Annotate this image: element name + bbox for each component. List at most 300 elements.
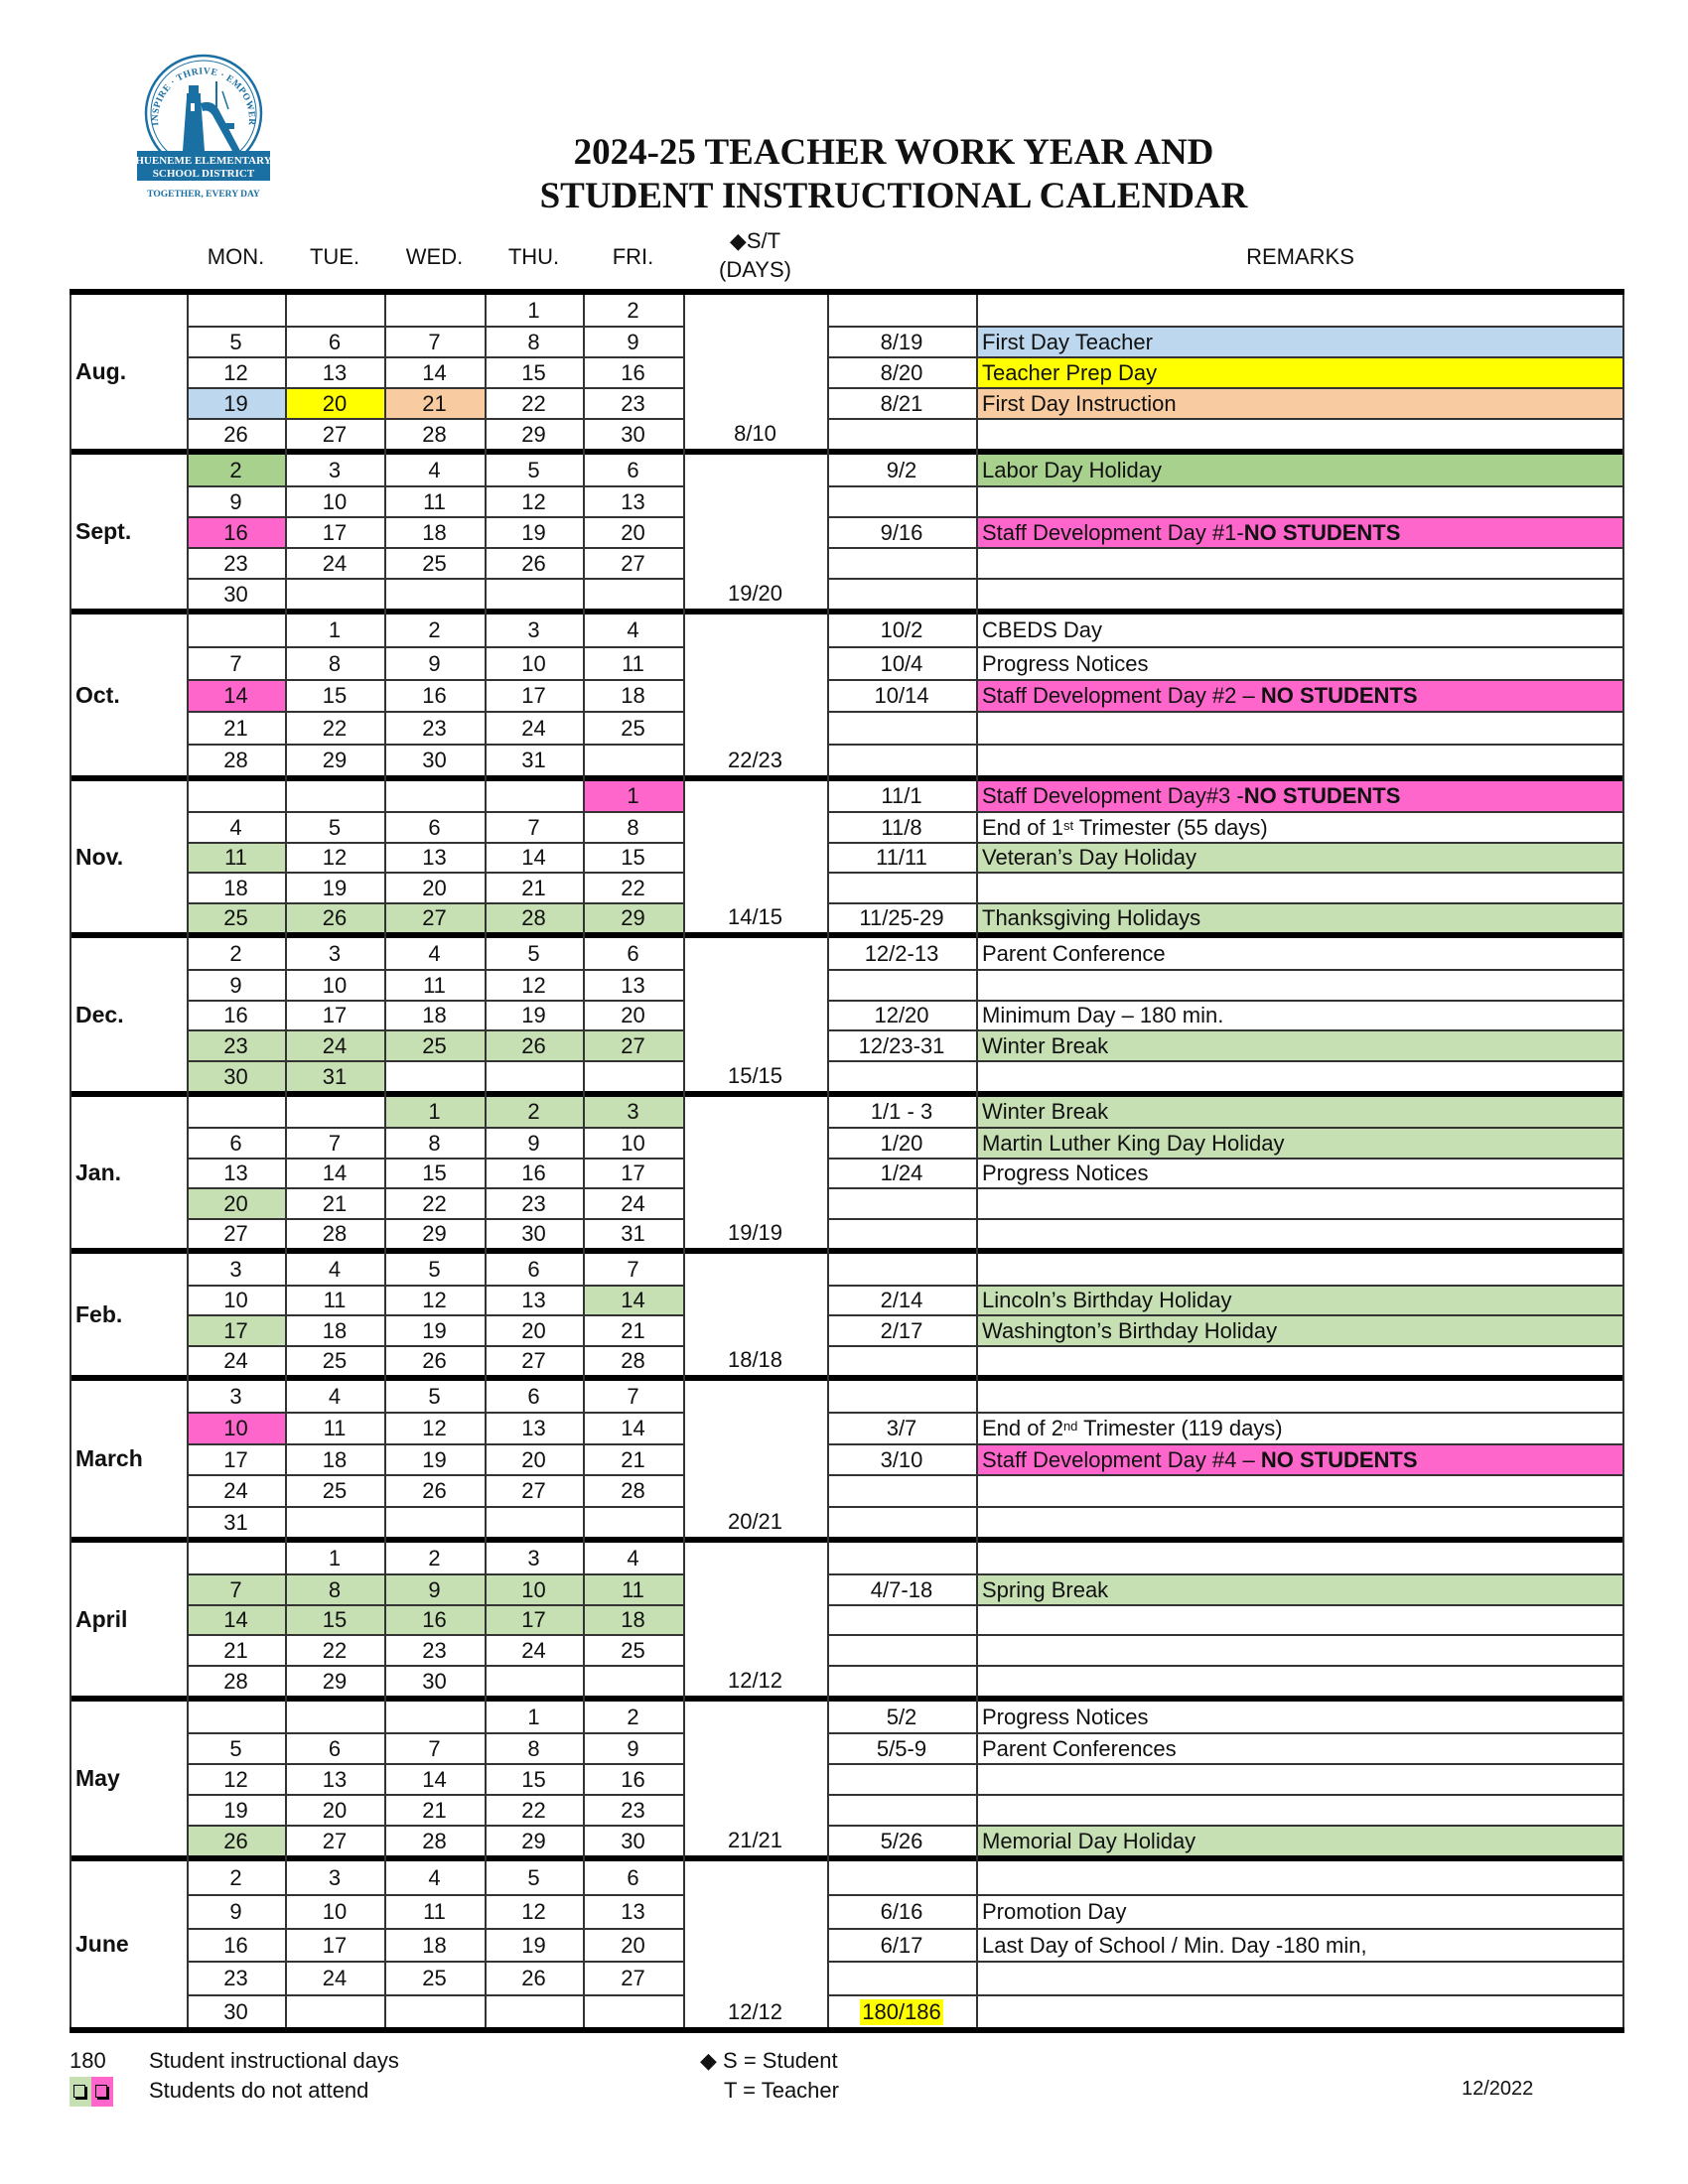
day-cell[interactable]: 14 <box>187 1604 285 1634</box>
day-cell[interactable] <box>384 781 485 811</box>
day-cell[interactable]: 14 <box>485 842 583 872</box>
remark-label: Veteran’s Day Holiday <box>982 845 1197 870</box>
day-cell[interactable]: 27 <box>583 547 683 578</box>
day-cell[interactable]: 4 <box>428 457 441 482</box>
day-cell[interactable]: 26 <box>187 418 285 449</box>
day-cell[interactable]: 12 <box>187 1763 285 1794</box>
day-cell[interactable] <box>583 1506 683 1537</box>
day-cell[interactable] <box>187 614 285 646</box>
day-cell[interactable]: 17 <box>187 1314 285 1345</box>
day-cell[interactable]: 3 <box>527 617 540 642</box>
day-cell[interactable]: 3 <box>527 1545 540 1570</box>
day-cell[interactable]: 31 <box>485 744 583 775</box>
day-cell[interactable]: 27 <box>384 902 485 932</box>
day-cell[interactable]: 4 <box>187 811 285 842</box>
day-cell[interactable]: 9 <box>187 1894 285 1928</box>
day-cell[interactable]: 31 <box>187 1506 285 1537</box>
day-cell[interactable]: 30 <box>583 418 683 449</box>
day-cell[interactable]: 13 <box>285 356 384 387</box>
remark-text <box>976 1506 1624 1537</box>
day-cell[interactable]: 22 <box>485 387 583 418</box>
day-cell[interactable]: 13 <box>485 1285 583 1314</box>
day-cell[interactable]: 10 <box>187 1285 285 1314</box>
day-cell[interactable]: 9 <box>187 485 285 516</box>
day-cell[interactable]: 24 <box>187 1474 285 1506</box>
day-cell[interactable]: 2 <box>187 455 285 485</box>
day-cell[interactable]: 6 <box>627 457 639 482</box>
day-cell[interactable] <box>187 1097 285 1127</box>
day-cell[interactable] <box>285 295 384 326</box>
day-cell[interactable]: 21 <box>187 1634 285 1665</box>
day-cell[interactable]: 25 <box>187 902 285 932</box>
col-header-tue: TUE. <box>309 244 360 269</box>
day-cell[interactable]: 17 <box>285 1000 384 1029</box>
day-cell[interactable]: 20 <box>485 1443 583 1474</box>
day-cell[interactable]: 7 <box>384 326 485 356</box>
day-cell[interactable]: 16 <box>485 1158 583 1187</box>
day-cell[interactable] <box>285 1097 384 1127</box>
day-cell[interactable]: 16 <box>187 1928 285 1961</box>
day-cell[interactable]: 19 <box>384 1314 485 1345</box>
day-cell[interactable]: 14 <box>583 1285 683 1314</box>
day-cell[interactable]: 9 <box>384 646 485 679</box>
day-cell[interactable]: 26 <box>384 1474 485 1506</box>
day-cell[interactable]: 2 <box>485 1097 583 1127</box>
day-cell[interactable]: 16 <box>187 1000 285 1029</box>
day-cell[interactable]: 17 <box>485 1604 583 1634</box>
day-cell[interactable]: 21 <box>485 872 583 902</box>
day-cell[interactable]: 24 <box>285 1029 384 1060</box>
day-cell[interactable]: 24 <box>285 547 384 578</box>
day-cell[interactable] <box>583 1060 683 1091</box>
day-cell[interactable]: 2 <box>428 617 441 642</box>
day-cell[interactable]: 5 <box>285 811 384 842</box>
day-cell[interactable]: 22 <box>384 1187 485 1218</box>
day-cell[interactable] <box>384 1060 485 1091</box>
day-cell[interactable]: 8 <box>485 1732 583 1763</box>
day-cell[interactable]: 11 <box>384 1894 485 1928</box>
day-cell[interactable]: 6 <box>527 1256 540 1282</box>
day-cell[interactable]: 23 <box>187 547 285 578</box>
day-cell[interactable] <box>285 1702 384 1732</box>
day-cell[interactable]: 17 <box>187 1443 285 1474</box>
day-cell[interactable]: 21 <box>187 711 285 744</box>
day-cell[interactable] <box>384 295 485 326</box>
day-cell[interactable]: 23 <box>384 711 485 744</box>
legend-t-label: T = Teacher <box>724 2078 839 2103</box>
day-cell[interactable]: 5 <box>428 1256 441 1282</box>
day-cell[interactable]: 18 <box>384 1000 485 1029</box>
day-cell[interactable]: 23 <box>187 1961 285 1994</box>
day-cell[interactable]: 27 <box>583 1961 683 1994</box>
day-cell[interactable]: 14 <box>384 356 485 387</box>
day-cell[interactable]: 28 <box>485 902 583 932</box>
day-cell[interactable]: 23 <box>485 1187 583 1218</box>
day-cell[interactable]: 21 <box>384 1794 485 1825</box>
day-cell[interactable]: 22 <box>583 872 683 902</box>
day-cell[interactable]: 30 <box>187 1994 285 2027</box>
day-cell[interactable]: 11 <box>285 1285 384 1314</box>
day-cell[interactable]: 18 <box>285 1443 384 1474</box>
day-cell[interactable]: 15 <box>485 356 583 387</box>
day-cell[interactable]: 28 <box>384 418 485 449</box>
day-cell[interactable]: 3 <box>583 1097 683 1127</box>
day-cell[interactable]: 19 <box>187 1794 285 1825</box>
day-cell[interactable]: 12 <box>485 485 583 516</box>
day-cell[interactable]: 29 <box>485 1825 583 1855</box>
day-cell[interactable]: 11 <box>384 969 485 1000</box>
day-cell[interactable]: 19 <box>485 516 583 547</box>
day-cell[interactable]: 25 <box>285 1474 384 1506</box>
day-cell[interactable]: 12 <box>485 969 583 1000</box>
day-cell[interactable]: 2 <box>229 1864 242 1890</box>
day-cell[interactable]: 24 <box>485 1634 583 1665</box>
day-cell[interactable]: 3 <box>229 1383 242 1409</box>
day-cell[interactable]: 27 <box>485 1345 583 1375</box>
day-cell[interactable]: 20 <box>583 516 683 547</box>
day-cell[interactable]: 19 <box>384 1443 485 1474</box>
day-cell[interactable]: 16 <box>187 516 285 547</box>
day-cell[interactable]: 6 <box>384 811 485 842</box>
day-cell[interactable]: 4 <box>428 1864 441 1890</box>
remark-label: Teacher Prep Day <box>982 359 1158 385</box>
day-cell[interactable]: 18 <box>583 679 683 711</box>
day-cell[interactable]: 7 <box>384 1732 485 1763</box>
day-cell[interactable]: 30 <box>384 744 485 775</box>
day-cell[interactable]: 25 <box>583 711 683 744</box>
day-cell[interactable] <box>583 1994 683 2027</box>
day-cell[interactable] <box>384 1994 485 2027</box>
day-cell[interactable]: 16 <box>583 1763 683 1794</box>
day-cell[interactable]: 14 <box>384 1763 485 1794</box>
day-cell[interactable]: 23 <box>583 1794 683 1825</box>
day-cell[interactable]: 15 <box>583 842 683 872</box>
day-cell[interactable]: 27 <box>285 418 384 449</box>
day-cell[interactable]: 19 <box>285 872 384 902</box>
day-cell[interactable]: 4 <box>428 940 441 966</box>
day-cell[interactable]: 26 <box>485 547 583 578</box>
remark-date <box>827 1665 976 1696</box>
day-cell[interactable]: 9 <box>384 1573 485 1604</box>
day-cell[interactable]: 14 <box>285 1158 384 1187</box>
day-cell[interactable]: 22 <box>285 1634 384 1665</box>
day-cell[interactable]: 3 <box>229 1256 242 1282</box>
day-cell[interactable]: 18 <box>384 1928 485 1961</box>
day-cell[interactable]: 12 <box>285 842 384 872</box>
day-cell[interactable]: 26 <box>384 1345 485 1375</box>
day-cell[interactable]: 10 <box>485 1573 583 1604</box>
day-cell[interactable] <box>384 578 485 609</box>
day-cell[interactable] <box>285 781 384 811</box>
day-cell[interactable]: 22 <box>285 711 384 744</box>
day-cell[interactable]: 29 <box>285 1665 384 1696</box>
remark-date-text: 180/186 <box>862 1998 941 2024</box>
day-cell[interactable]: 28 <box>187 744 285 775</box>
day-cell[interactable] <box>485 1060 583 1091</box>
day-cell[interactable]: 6 <box>627 940 639 966</box>
day-cell[interactable]: 30 <box>187 578 285 609</box>
day-cell[interactable] <box>187 781 285 811</box>
remark-text <box>976 578 1624 609</box>
day-cell[interactable]: 16 <box>583 356 683 387</box>
remark-date-text: 1/1 - 3 <box>870 1099 933 1124</box>
day-cell[interactable]: 18 <box>583 1604 683 1634</box>
day-cell[interactable]: 2 <box>627 1704 639 1729</box>
day-cell[interactable]: 3 <box>328 940 342 966</box>
day-cell[interactable] <box>285 1506 384 1537</box>
remark-date <box>827 1060 976 1091</box>
day-cell[interactable]: 24 <box>187 1345 285 1375</box>
day-cell[interactable]: 16 <box>384 1604 485 1634</box>
day-cell[interactable]: 21 <box>583 1443 683 1474</box>
day-cell[interactable]: 11 <box>583 1573 683 1604</box>
day-cell[interactable]: 28 <box>583 1345 683 1375</box>
day-cell[interactable]: 19 <box>187 387 285 418</box>
day-cell[interactable]: 28 <box>187 1665 285 1696</box>
day-cell[interactable]: 7 <box>485 811 583 842</box>
day-cell[interactable]: 6 <box>285 326 384 356</box>
day-cell[interactable]: 1 <box>384 1097 485 1127</box>
day-cell[interactable]: 18 <box>384 516 485 547</box>
day-cell[interactable]: 20 <box>583 1000 683 1029</box>
day-cell[interactable]: 12 <box>384 1412 485 1443</box>
day-cell[interactable]: 30 <box>384 1665 485 1696</box>
day-cell[interactable]: 11 <box>384 485 485 516</box>
day-cell[interactable] <box>485 1506 583 1537</box>
day-cell[interactable] <box>384 1506 485 1537</box>
day-cell[interactable]: 22 <box>485 1794 583 1825</box>
day-cell[interactable]: 30 <box>485 1218 583 1248</box>
day-cell[interactable]: 7 <box>627 1256 639 1282</box>
day-cell[interactable]: 14 <box>187 679 285 711</box>
day-cell[interactable]: 1 <box>583 781 683 811</box>
day-cell[interactable]: 18 <box>285 1314 384 1345</box>
day-cell[interactable]: 23 <box>384 1634 485 1665</box>
day-cell[interactable]: 6 <box>527 1383 540 1409</box>
day-cell[interactable]: 30 <box>187 1060 285 1091</box>
day-cell[interactable]: 5 <box>187 326 285 356</box>
day-cell[interactable]: 21 <box>583 1314 683 1345</box>
day-cell[interactable]: 5 <box>527 940 540 966</box>
day-cell[interactable]: 27 <box>485 1474 583 1506</box>
remark-text <box>976 1443 1624 1474</box>
day-cell[interactable] <box>583 578 683 609</box>
day-cell[interactable]: 24 <box>285 1961 384 1994</box>
day-cell[interactable]: 4 <box>328 1383 342 1409</box>
day-cell[interactable]: 2 <box>229 940 242 966</box>
day-cell[interactable]: 6 <box>627 1864 639 1890</box>
day-cell[interactable]: 8 <box>583 811 683 842</box>
day-cell[interactable] <box>285 1994 384 2027</box>
day-cell[interactable]: 25 <box>384 547 485 578</box>
day-cell[interactable]: 11 <box>187 842 285 872</box>
st-days-value: 15/15 <box>727 1063 783 1088</box>
day-cell[interactable]: 13 <box>384 842 485 872</box>
day-cell[interactable] <box>187 1543 285 1573</box>
day-cell[interactable]: 6 <box>285 1732 384 1763</box>
day-cell[interactable]: 7 <box>187 646 285 679</box>
remark-no-students-emphasis: NO STUDENTS <box>1260 683 1418 708</box>
remark-text <box>976 356 1624 387</box>
day-cell[interactable] <box>583 1665 683 1696</box>
month-divider-rule <box>70 2027 1624 2033</box>
day-cell[interactable]: 4 <box>328 1256 342 1282</box>
day-cell[interactable]: 9 <box>187 969 285 1000</box>
day-cell[interactable]: 15 <box>384 1158 485 1187</box>
day-cell[interactable]: 14 <box>583 1412 683 1443</box>
remark-label: Parent Conferences <box>982 1735 1177 1761</box>
day-cell[interactable]: 8 <box>285 1573 384 1604</box>
day-cell[interactable]: 8 <box>485 326 583 356</box>
day-cell[interactable]: 18 <box>187 872 285 902</box>
day-cell[interactable]: 31 <box>285 1060 384 1091</box>
day-cell[interactable]: 16 <box>384 679 485 711</box>
day-cell[interactable]: 13 <box>187 1158 285 1187</box>
day-cell[interactable]: 31 <box>583 1218 683 1248</box>
day-cell[interactable]: 11 <box>285 1412 384 1443</box>
day-cell[interactable]: 17 <box>285 1928 384 1961</box>
day-cell[interactable]: 24 <box>485 711 583 744</box>
remark-text: End of 1 $^{st}$ Trimester (55 days) <box>976 811 1624 842</box>
day-cell[interactable] <box>187 1702 285 1732</box>
day-cell[interactable]: 15 <box>285 679 384 711</box>
day-cell[interactable]: 10 <box>583 1127 683 1158</box>
day-cell[interactable]: 26 <box>485 1961 583 1994</box>
day-cell[interactable]: 3 <box>328 1864 342 1890</box>
day-cell[interactable]: 12 <box>187 356 285 387</box>
day-cell[interactable] <box>384 1702 485 1732</box>
day-cell[interactable]: 9 <box>485 1127 583 1158</box>
day-cell[interactable]: 20 <box>583 1928 683 1961</box>
day-cell[interactable]: 25 <box>583 1634 683 1665</box>
day-cell[interactable]: 11 <box>583 646 683 679</box>
day-cell[interactable]: 27 <box>285 1825 384 1855</box>
day-cell[interactable]: 21 <box>384 387 485 418</box>
day-cell[interactable]: 17 <box>285 516 384 547</box>
day-cell[interactable]: 25 <box>384 1961 485 1994</box>
day-cell[interactable]: 1 <box>328 1545 342 1570</box>
day-cell[interactable]: 29 <box>583 902 683 932</box>
day-cell[interactable] <box>485 1665 583 1696</box>
remark-text <box>976 1861 1624 1894</box>
day-cell[interactable]: 20 <box>485 1314 583 1345</box>
remark-date-text: 6/17 <box>880 1932 923 1958</box>
day-cell[interactable]: 26 <box>285 902 384 932</box>
day-cell[interactable]: 27 <box>583 1029 683 1060</box>
day-cell[interactable] <box>485 781 583 811</box>
day-cell[interactable]: 29 <box>384 1218 485 1248</box>
day-cell[interactable]: 5 <box>527 457 540 482</box>
day-cell[interactable]: 4 <box>627 1545 639 1570</box>
day-cell[interactable]: 25 <box>384 1029 485 1060</box>
day-cell[interactable]: 10 <box>485 646 583 679</box>
remark-date <box>827 578 976 609</box>
day-cell[interactable]: 28 <box>583 1474 683 1506</box>
day-cell[interactable]: 13 <box>583 1894 683 1928</box>
day-cell[interactable]: 17 <box>485 679 583 711</box>
remark-text <box>976 614 1624 646</box>
day-cell[interactable]: 26 <box>187 1825 285 1855</box>
remark-text <box>976 1894 1624 1928</box>
day-cell[interactable]: 1 <box>328 617 342 642</box>
day-cell[interactable]: 20 <box>384 872 485 902</box>
day-cell[interactable]: 2 <box>428 1545 441 1570</box>
day-cell[interactable]: 10 <box>187 1412 285 1443</box>
day-cell[interactable]: 8 <box>285 646 384 679</box>
day-cell[interactable]: 7 <box>285 1127 384 1158</box>
day-cell[interactable]: 12 <box>384 1285 485 1314</box>
day-cell[interactable]: 20 <box>285 1794 384 1825</box>
day-cell[interactable]: 30 <box>583 1825 683 1855</box>
day-cell[interactable]: 1 <box>527 1704 540 1729</box>
day-cell[interactable]: 17 <box>583 1158 683 1187</box>
day-cell[interactable]: 13 <box>583 485 683 516</box>
day-cell[interactable]: 5 <box>527 1864 540 1890</box>
legend-count-label: Student instructional days <box>149 2048 399 2073</box>
day-cell[interactable]: 7 <box>187 1573 285 1604</box>
day-cell[interactable] <box>583 744 683 775</box>
day-cell[interactable] <box>285 578 384 609</box>
day-cell[interactable]: 9 <box>583 1732 683 1763</box>
remark-label: Labor Day Holiday <box>982 457 1162 482</box>
day-cell[interactable]: 5 <box>187 1732 285 1763</box>
day-cell[interactable]: 23 <box>583 387 683 418</box>
day-cell[interactable]: 21 <box>285 1187 384 1218</box>
remark-date <box>827 1732 976 1763</box>
day-cell[interactable]: 20 <box>187 1187 285 1218</box>
day-cell[interactable]: 7 <box>627 1383 639 1409</box>
st-days-value: 18/18 <box>727 1347 783 1372</box>
remark-text <box>976 842 1624 872</box>
day-cell[interactable]: 25 <box>285 1345 384 1375</box>
remark-date <box>827 711 976 744</box>
day-cell[interactable]: 13 <box>285 1763 384 1794</box>
day-cell[interactable]: 4 <box>627 617 639 642</box>
day-cell[interactable]: 10 <box>285 1894 384 1928</box>
day-cell[interactable]: 28 <box>285 1218 384 1248</box>
day-cell[interactable]: 24 <box>583 1187 683 1218</box>
day-cell[interactable]: 5 <box>428 1383 441 1409</box>
day-cell[interactable]: 29 <box>485 418 583 449</box>
day-cell[interactable]: 12 <box>485 1894 583 1928</box>
day-cell[interactable] <box>485 578 583 609</box>
day-cell[interactable]: 19 <box>485 1000 583 1029</box>
day-cell[interactable]: 3 <box>328 457 342 482</box>
day-cell[interactable]: 1 <box>527 297 540 323</box>
day-cell[interactable]: 26 <box>485 1029 583 1060</box>
day-cell[interactable]: 20 <box>285 387 384 418</box>
day-cell[interactable]: 23 <box>187 1029 285 1060</box>
day-cell[interactable]: 10 <box>285 485 384 516</box>
day-cell[interactable]: 9 <box>583 326 683 356</box>
remark-text <box>976 1158 1624 1187</box>
day-cell[interactable] <box>187 295 285 326</box>
day-cell[interactable]: 15 <box>285 1604 384 1634</box>
day-cell[interactable]: 10 <box>285 969 384 1000</box>
remark-date <box>827 455 976 485</box>
day-cell[interactable]: 28 <box>384 1825 485 1855</box>
day-cell[interactable]: 8 <box>384 1127 485 1158</box>
day-cell[interactable]: 2 <box>627 297 639 323</box>
day-cell[interactable]: 13 <box>485 1412 583 1443</box>
day-cell[interactable]: 19 <box>485 1928 583 1961</box>
day-cell[interactable] <box>485 1994 583 2027</box>
day-cell[interactable]: 27 <box>187 1218 285 1248</box>
day-cell[interactable]: 29 <box>285 744 384 775</box>
day-cell[interactable]: 13 <box>583 969 683 1000</box>
day-cell[interactable]: 15 <box>485 1763 583 1794</box>
day-cell[interactable]: 6 <box>187 1127 285 1158</box>
